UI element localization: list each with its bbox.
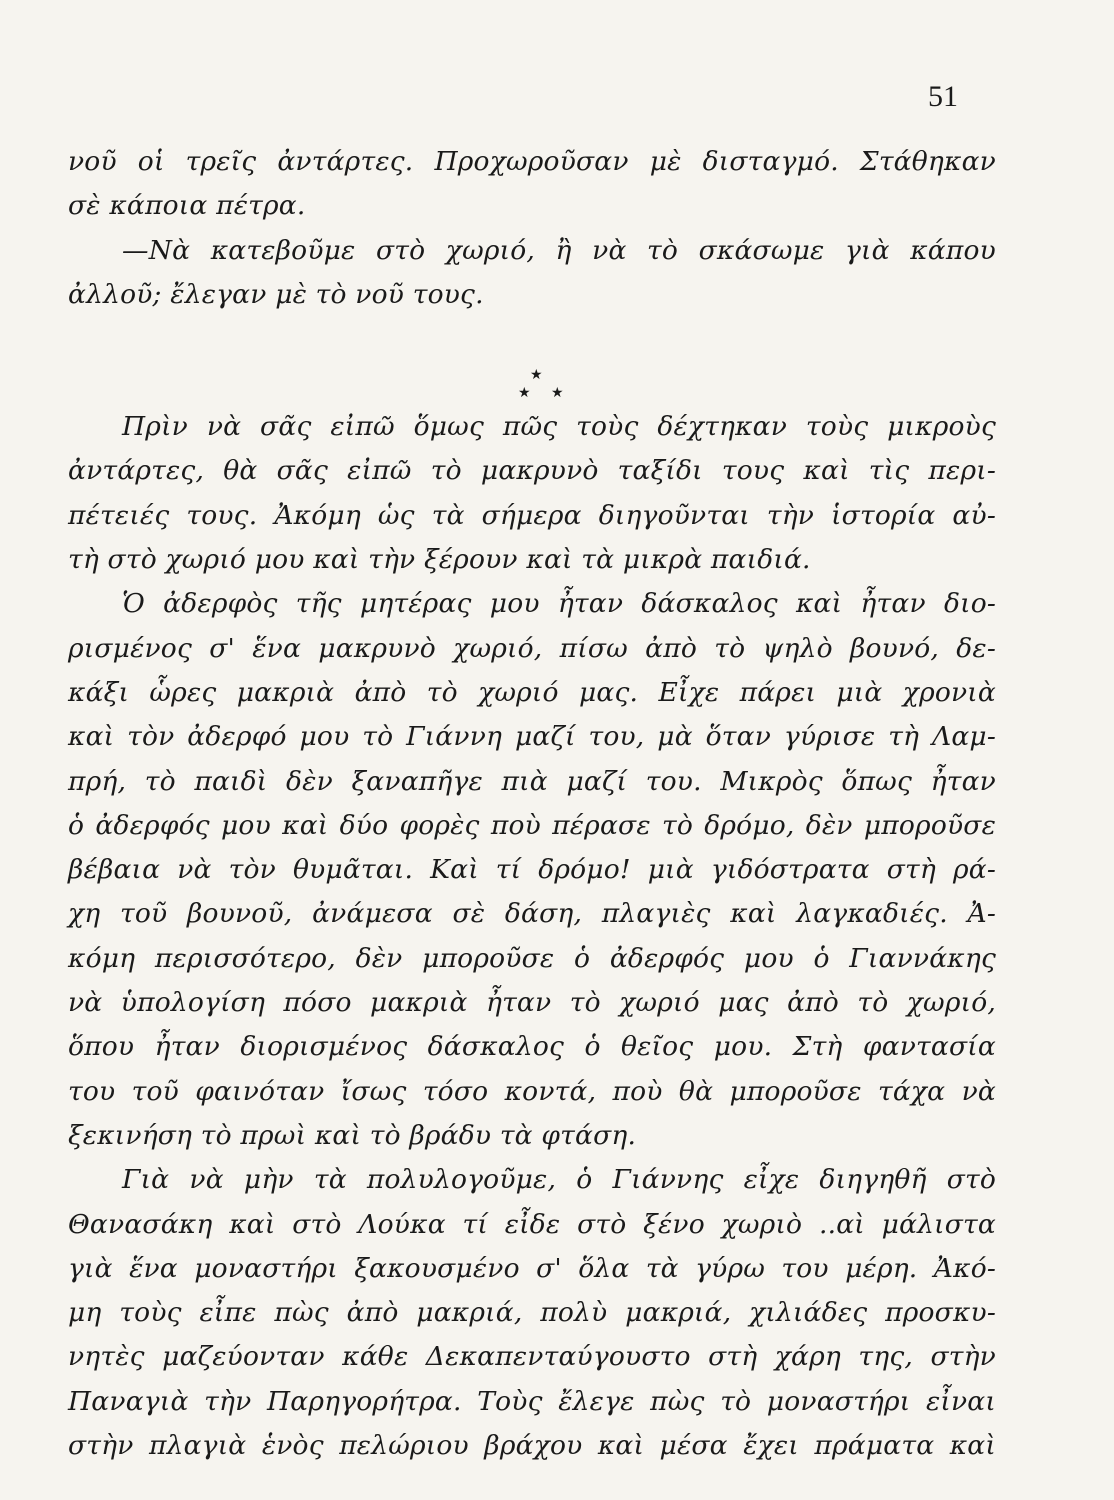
- page-number: 51: [928, 80, 958, 113]
- text-line: πρή, τὸ παιδὶ δὲν ξαναπῆγε πιὰ μαζί του. Μικρὸς ὅπως ἦταν: [68, 765, 996, 797]
- star-icon: ★ ★: [518, 385, 572, 402]
- text-line: ἀλλοῦ; ἔλεγαν μὲ τὸ νοῦ τους.: [68, 278, 484, 310]
- text-line: ρισμένος σ' ἕνα μακρυνὸ χωριό, πίσω ἀπὸ τὸ ψηλὸ βουνό, δε-: [68, 632, 996, 664]
- text-line: γιὰ ἕνα μοναστήρι ξακουσμένο σ' ὅλα τὰ γύρω του μέρη. Ἀκό-: [68, 1252, 996, 1284]
- text-line: νοῦ οἱ τρεῖς ἀντάρτες. Προχωροῦσαν μὲ δισταγμό. Στάθηκαν: [68, 146, 996, 177]
- text-line: νητὲς μαζεύονταν κάθε Δεκαπενταύγουστο στὴ χάρη της, στὴν: [68, 1341, 996, 1373]
- text-line: χη τοῦ βουνοῦ, ἀνάμεσα σὲ δάση, πλαγιὲς καὶ λαγκαδιές. Ἀ-: [68, 898, 996, 930]
- text-line: του τοῦ φαινόταν ἴσως τόσο κοντά, ποὺ θὰ μποροῦσε τάχα νὰ: [68, 1075, 996, 1107]
- text-line: βέβαια νὰ τὸν θυμᾶται. Καὶ τί δρόμο! μιὰ γιδόστρατα στὴ ρά-: [68, 854, 996, 886]
- text-line: καὶ τὸν ἀδερφό μου τὸ Γιάννη μαζί του, μὰ ὅταν γύρισε τὴ Λαμ-: [68, 721, 996, 753]
- text-line: νὰ ὑπολογίση πόσο μακριὰ ἦταν τὸ χωριό μας ἀπὸ τὸ χωριό,: [68, 987, 996, 1019]
- text-line: Ὁ ἀδερφὸς τῆς μητέρας μου ἦταν δάσκαλος καὶ ἦταν διο-: [122, 588, 996, 620]
- text-line: Γιὰ νὰ μὴν τὰ πολυλογοῦμε, ὁ Γιάννης εἶχε διηγηθῆ στὸ: [122, 1164, 996, 1196]
- text-line: σὲ κάποια πέτρα.: [68, 190, 306, 222]
- body-text: [68, 140, 996, 1468]
- text-line: Πρὶν νὰ σᾶς εἰπῶ ὅμως πῶς τοὺς δέχτηκαν τοὺς μικροὺς: [122, 411, 996, 443]
- text-line: τὴ στὸ χωριό μου καὶ τὴν ξέρουν καὶ τὰ μικρὰ παιδιά.: [68, 544, 811, 576]
- star-icon: ★: [530, 367, 543, 384]
- text-line: ὁ ἀδερφός μου καὶ δύο φορὲς ποὺ πέρασε τὸ δρόμο, δὲν μποροῦσε: [68, 809, 996, 841]
- text-line: Θανασάκη καὶ στὸ Λούκα τί εἶδε στὸ ξένο χωριὸ ..αὶ μάλιστα: [68, 1208, 996, 1240]
- text-line: κάξι ὧρες μακριὰ ἀπὸ τὸ χωριό μας. Εἶχε πάρει μιὰ χρονιὰ: [68, 676, 996, 708]
- text-line: ἀντάρτες, θὰ σᾶς εἰπῶ τὸ μακρυνὸ ταξίδι τους καὶ τὶς περι-: [68, 455, 996, 487]
- text-line: στὴν πλαγιὰ ἑνὸς πελώριου βράχου καὶ μέσα ἔχει πράματα καὶ: [68, 1430, 996, 1462]
- text-line: —Νὰ κατεβοῦμε στὸ χωριό, ἢ νὰ τὸ σκάσωμε γιὰ κάπου: [122, 234, 996, 266]
- text-line: μη τοὺς εἶπε πὼς ἀπὸ μακριά, πολὺ μακριά, χιλιάδες προσκυ-: [68, 1297, 996, 1329]
- text-line: ξεκινήση τὸ πρωὶ καὶ τὸ βράδυ τὰ φτάση.: [68, 1119, 637, 1151]
- text-line: κόμη περισσότερο, δὲν μποροῦσε ὁ ἀδερφός μου ὁ Γιαννάκης: [68, 942, 996, 974]
- text-line: Παναγιὰ τὴν Παρηγορήτρα. Τοὺς ἔλεγε πὼς τὸ μοναστήρι εἶναι: [68, 1385, 996, 1417]
- section-break: [68, 317, 996, 405]
- text-line: πέτειές τους. Ἀκόμη ὡς τὰ σήμερα διηγοῦνται τὴν ἱστορία αὐ-: [68, 499, 996, 531]
- text-line: ὅπου ἦταν διορισμένος δάσκαλος ὁ θεῖος μου. Στὴ φαντασία: [68, 1031, 996, 1063]
